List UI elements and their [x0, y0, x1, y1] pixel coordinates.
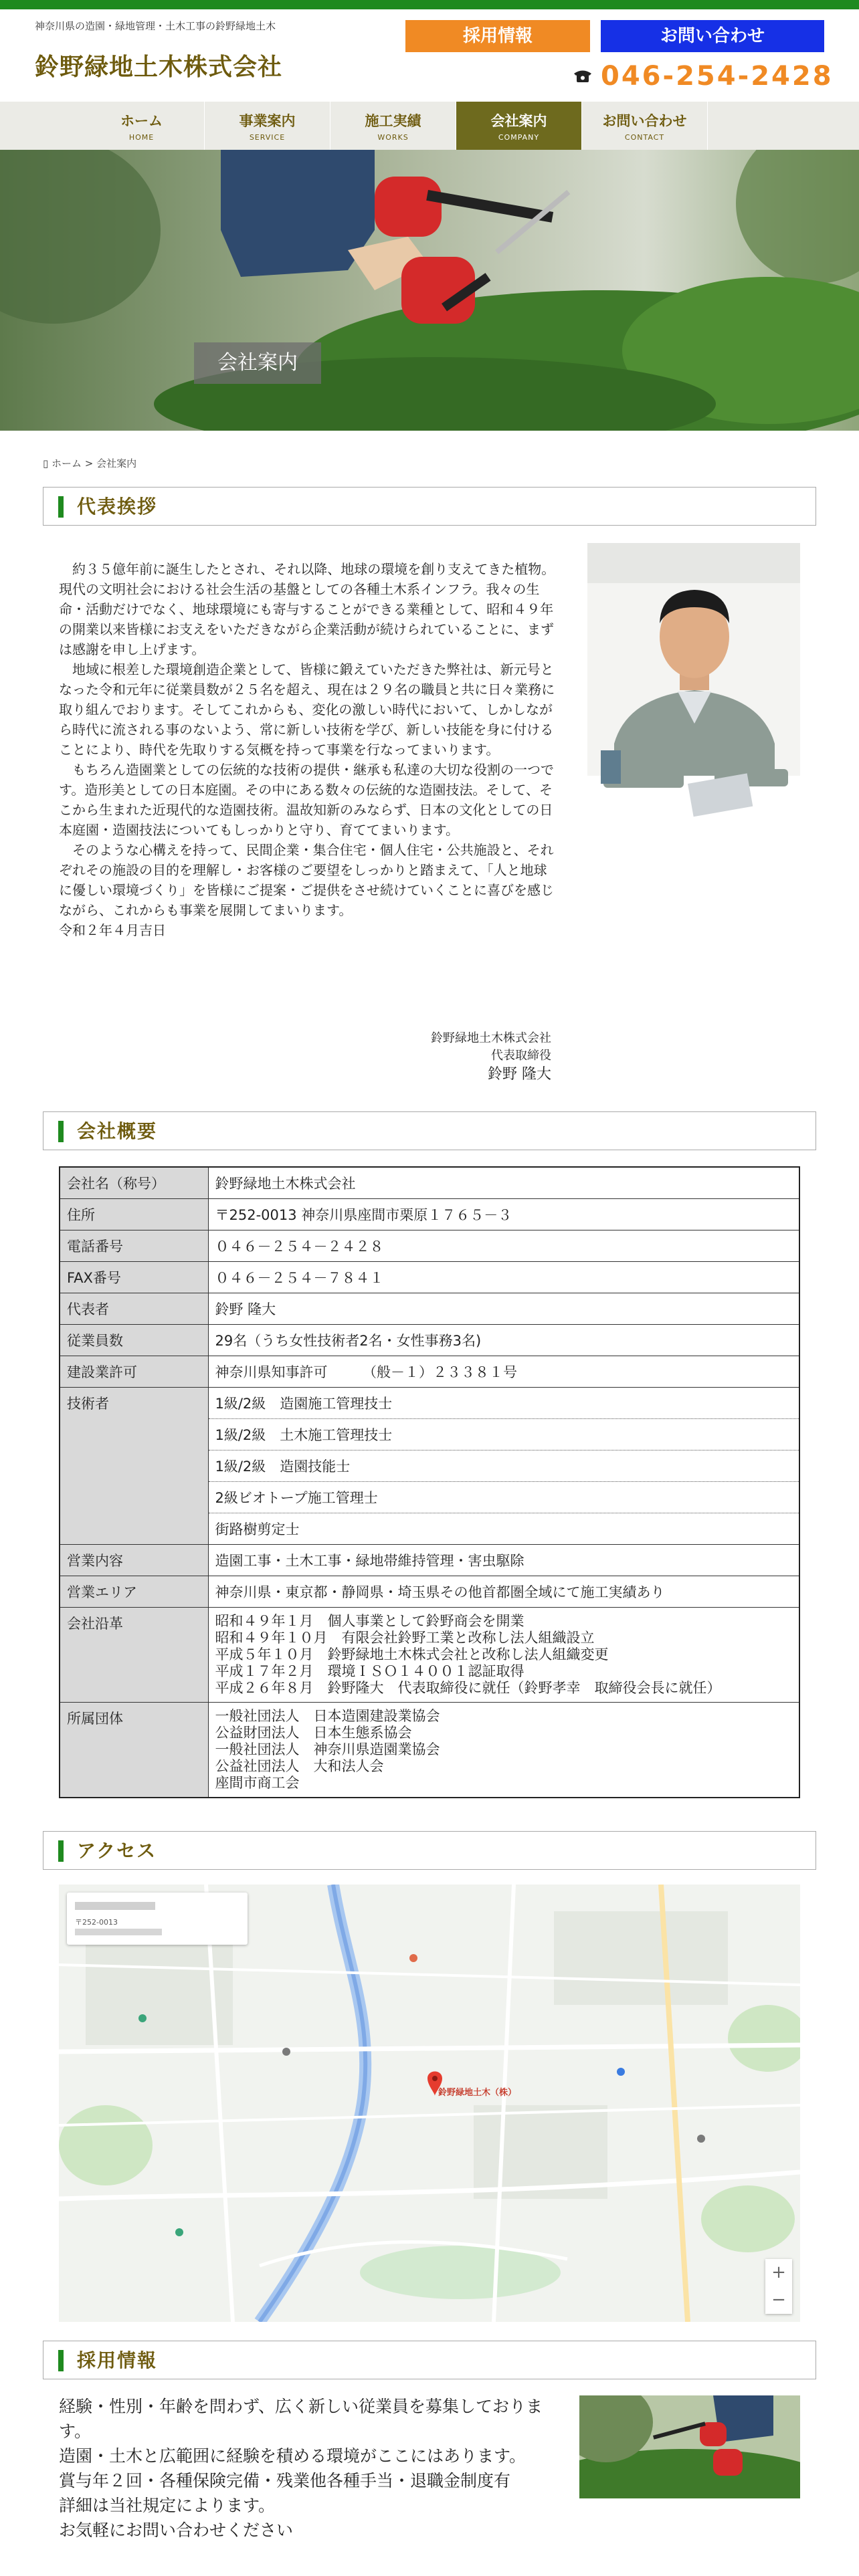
row-value-cell — [208, 1356, 799, 1388]
row-label: 会社沿革 — [60, 1608, 208, 1703]
nav-sublabel: SERVICE — [249, 132, 286, 142]
company-profile-table — [59, 1166, 800, 1798]
row-value-cell — [208, 1576, 799, 1608]
row-value-cell — [208, 1388, 799, 1545]
greeting-message — [59, 559, 558, 940]
greeting-paragraph: 約３５億年前に誕生したとされ、それ以降、地球の環境を創り支えてきた植物。現代の文明社会における社会生活の基盤としての各種土木系インフラ。我々の生命・活動だけでなく、地球環境にも寄与することができる業種として、昭和４９年の開業以来皆様にお支えをいただきながら企業活動が続けられていることに、まずは感謝を申し上げます。 — [59, 561, 555, 657]
row-value: 神奈川県・東京都・静岡県・埼玉県その他首都圏全域にて施工実績あり — [215, 1584, 665, 1600]
top-accent-bar — [0, 0, 859, 9]
table-row — [60, 1199, 799, 1230]
hero-banner — [0, 150, 859, 431]
row-label: FAX番号 — [60, 1262, 208, 1293]
history-item: 平成５年１０月 鈴野緑地土木株式会社と改称し法人組織変更 — [215, 1646, 609, 1662]
row-value-cell — [208, 1325, 799, 1356]
hero-photo — [0, 150, 859, 431]
recruit-line: 造園・土木と広範囲に経験を積める環境がここにはあります。 — [59, 2446, 527, 2466]
greeting-paragraph: そのような心構えを持って、民間企業・集合住宅・個人住宅・公共施設と、それぞれその施設の目的を理解し・お客様のご要望をしっかりと踏まえて、「人と地球に優しい環境づくり」を皆様にご提案・ご提供をさせ続けていくことに喜びを感じながら、これからも事業を展開してまいります。 — [59, 842, 554, 918]
row-value-cell — [208, 1545, 799, 1576]
nav-sublabel: COMPANY — [498, 132, 540, 142]
table-row — [60, 1388, 799, 1545]
recruit-message — [59, 2394, 554, 2543]
nav-label: お問い合わせ — [602, 112, 687, 129]
table-row — [60, 1167, 799, 1199]
heading-accent — [58, 1121, 64, 1142]
org-item: 一般社団法人 神奈川県造園業協会 — [215, 1741, 440, 1757]
org-item: 一般社団法人 日本造園建設業協会 — [215, 1708, 440, 1724]
breadcrumb[interactable]: ▯ ホーム > 会社案内 — [43, 457, 137, 469]
section-heading-access — [43, 1831, 816, 1870]
greeting-paragraph: もちろん造園業としての伝統的な技術の提供・継承も私達の大切な役割の一つです。造形美としての日本庭園。その中にある数々の伝統的な造園技法。そして、そこから生まれた近現代的な造園技術。温故知新のみならず、日本の文化としての日本庭園・造園技法についてもしっかりと守り、育ててまいります。 — [59, 762, 554, 838]
map-card-zip: 〒252-0013 — [75, 1918, 118, 1927]
section-title: 採用情報 — [77, 2349, 158, 2371]
row-value: 鈴野緑地土木株式会社 — [215, 1176, 356, 1192]
row-value: 29名（うち女性技術者2名・女性事務3名) — [215, 1333, 482, 1349]
nav-sublabel: WORKS — [377, 132, 409, 142]
row-value-cell — [208, 1230, 799, 1262]
signature-name: 鈴野 隆大 — [488, 1066, 551, 1083]
site-logo-name[interactable]: 鈴野緑地土木株式会社 — [35, 53, 283, 81]
nav-contact[interactable] — [582, 102, 708, 150]
row-label: 営業エリア — [60, 1576, 208, 1608]
org-list — [209, 1703, 799, 1797]
row-value-cell — [208, 1167, 799, 1199]
table-row — [60, 1262, 799, 1293]
history-list — [209, 1608, 799, 1702]
map-card-link[interactable] — [75, 1929, 162, 1935]
nav-label: 施工実績 — [365, 112, 421, 129]
president-photo-illustration — [587, 543, 800, 843]
map-tiles[interactable] — [59, 1885, 800, 2322]
table-row — [60, 1230, 799, 1262]
greeting-paragraph: 地域に根差した環境創造企業として、皆様に鍛えていただきた弊社は、新元号となった令和元年に従業員数が２５名を超え、現在は２９名の職員と共に日々業務に取り組んでおります。そしてこれからも、変化の激しい時代において、しかしながら時代に流される事のないよう、常に新しい技術を学び、新しい技能を身に付けることにより、時代を先取りする気概を持って事業を行なってまいります。 — [59, 661, 555, 758]
nav-sublabel: HOME — [128, 132, 155, 142]
row-label: 電話番号 — [60, 1230, 208, 1262]
signature-title: 代表取締役 — [491, 1049, 551, 1063]
row-value: 造園工事・土木工事・緑地帯維持管理・害虫駆除 — [215, 1553, 524, 1569]
row-value: ０４６－２５４－７８４１ — [215, 1270, 384, 1286]
heading-accent — [58, 1840, 64, 1862]
map-card-title — [75, 1902, 155, 1910]
table-row — [60, 1608, 799, 1703]
site-header — [0, 9, 859, 102]
org-item: 公益社団法人 大和法人会 — [215, 1758, 384, 1774]
nav-sublabel: CONTACT — [624, 132, 665, 142]
hero-title: 会社案内 — [194, 342, 321, 384]
section-heading-recruit — [43, 2341, 816, 2379]
heading-accent — [58, 2350, 64, 2371]
recruit-photo — [579, 2395, 800, 2498]
row-value: ０４６－２５４－２４２８ — [215, 1239, 384, 1255]
org-item: 公益財団法人 日本生態系協会 — [215, 1725, 412, 1741]
engineer-item: 1級/2級 造園技能士 — [209, 1451, 799, 1482]
zoom-in-button[interactable]: + — [771, 2262, 786, 2282]
map-marker-label[interactable]: 鈴野緑地土木（株） — [438, 2088, 517, 2098]
heading-accent — [58, 496, 64, 518]
row-label: 技術者 — [60, 1388, 208, 1545]
greeting-date: 令和２年４月吉日 — [59, 922, 166, 938]
recruit-line: 賞与年２回・各種保険完備・残業他各種手当・退職金制度有 — [59, 2471, 511, 2490]
history-item: 昭和４９年１０月 有限会社鈴野工業と改称し法人組織設立 — [215, 1630, 595, 1646]
row-value: 鈴野 隆大 — [215, 1301, 276, 1317]
signature-block — [431, 1030, 551, 1085]
nav-company[interactable] — [456, 102, 582, 150]
section-title: 会社概要 — [77, 1120, 158, 1142]
section-title: アクセス — [77, 1840, 157, 1862]
access-map[interactable] — [59, 1885, 800, 2322]
engineer-item: 1級/2級 土木施工管理技士 — [209, 1419, 799, 1451]
zoom-out-button[interactable]: − — [771, 2290, 786, 2310]
recruit-line: お気軽にお問い合わせください — [59, 2520, 294, 2540]
phone-icon — [573, 66, 593, 86]
row-label: 所属団体 — [60, 1703, 208, 1798]
recruit-line: 詳細は当社規定によります。 — [59, 2496, 276, 2515]
row-label: 代表者 — [60, 1293, 208, 1325]
table-row — [60, 1356, 799, 1388]
row-value-cell — [208, 1608, 799, 1703]
nav-home[interactable] — [79, 102, 205, 150]
engineer-item: 1級/2級 造園施工管理技士 — [209, 1388, 799, 1419]
org-item: 座間市商工会 — [215, 1775, 300, 1791]
table-row — [60, 1325, 799, 1356]
phone-number[interactable]: 046-254-2428 — [601, 61, 834, 92]
site-tagline: 神奈川県の造園・緑地管理・土木工事の鈴野緑地土木 — [35, 20, 276, 32]
map-info-card[interactable] — [67, 1893, 248, 1945]
row-label: 建設業許可 — [60, 1356, 208, 1388]
row-value-cell — [208, 1293, 799, 1325]
global-nav — [0, 102, 859, 150]
table-row — [60, 1545, 799, 1576]
recruit-photo-illustration — [579, 2395, 800, 2498]
table-row — [60, 1576, 799, 1608]
history-item: 昭和４９年１月 個人事業として鈴野商会を開業 — [215, 1613, 524, 1629]
section-heading-greeting — [43, 487, 816, 526]
row-value: 神奈川県知事許可 （般－１）２３３８１号 — [215, 1364, 517, 1380]
recruit-line: 経験・性別・年齢を問わず、広く新しい従業員を募集しております。 — [59, 2397, 543, 2441]
row-label: 会社名（称号） — [60, 1167, 208, 1199]
nav-service[interactable] — [205, 102, 330, 150]
row-value-cell — [208, 1262, 799, 1293]
row-value-cell — [208, 1703, 799, 1798]
row-label: 従業員数 — [60, 1325, 208, 1356]
map-zoom-control[interactable] — [765, 2259, 792, 2314]
recruit-button[interactable]: 採用情報 — [405, 20, 590, 52]
section-heading-profile — [43, 1111, 816, 1150]
nav-label: 会社案内 — [490, 112, 547, 129]
president-photo — [587, 543, 800, 843]
history-item: 平成１７年２月 環境ＩＳＯ１４００１認証取得 — [215, 1663, 524, 1679]
row-label: 営業内容 — [60, 1545, 208, 1576]
signature-company: 鈴野緑地土木株式会社 — [431, 1031, 551, 1045]
history-item: 平成２６年８月 鈴野隆大 代表取締役に就任（鈴野孝幸 取締役会長に就任） — [215, 1680, 721, 1696]
contact-button[interactable]: お問い合わせ — [601, 20, 824, 52]
row-value: 〒252-0013 神奈川県座間市栗原１７６５－３ — [215, 1207, 512, 1223]
engineer-item: 2級ビオトープ施工管理士 — [209, 1482, 799, 1513]
section-title: 代表挨拶 — [77, 496, 158, 518]
nav-works[interactable] — [330, 102, 456, 150]
phone-block[interactable] — [573, 56, 834, 96]
nav-label: 事業案内 — [239, 112, 296, 129]
table-row — [60, 1703, 799, 1798]
nav-label: ホーム — [120, 112, 163, 129]
row-label: 住所 — [60, 1199, 208, 1230]
engineer-item: 街路樹剪定士 — [215, 1521, 300, 1537]
row-value-cell — [208, 1199, 799, 1230]
table-row — [60, 1293, 799, 1325]
